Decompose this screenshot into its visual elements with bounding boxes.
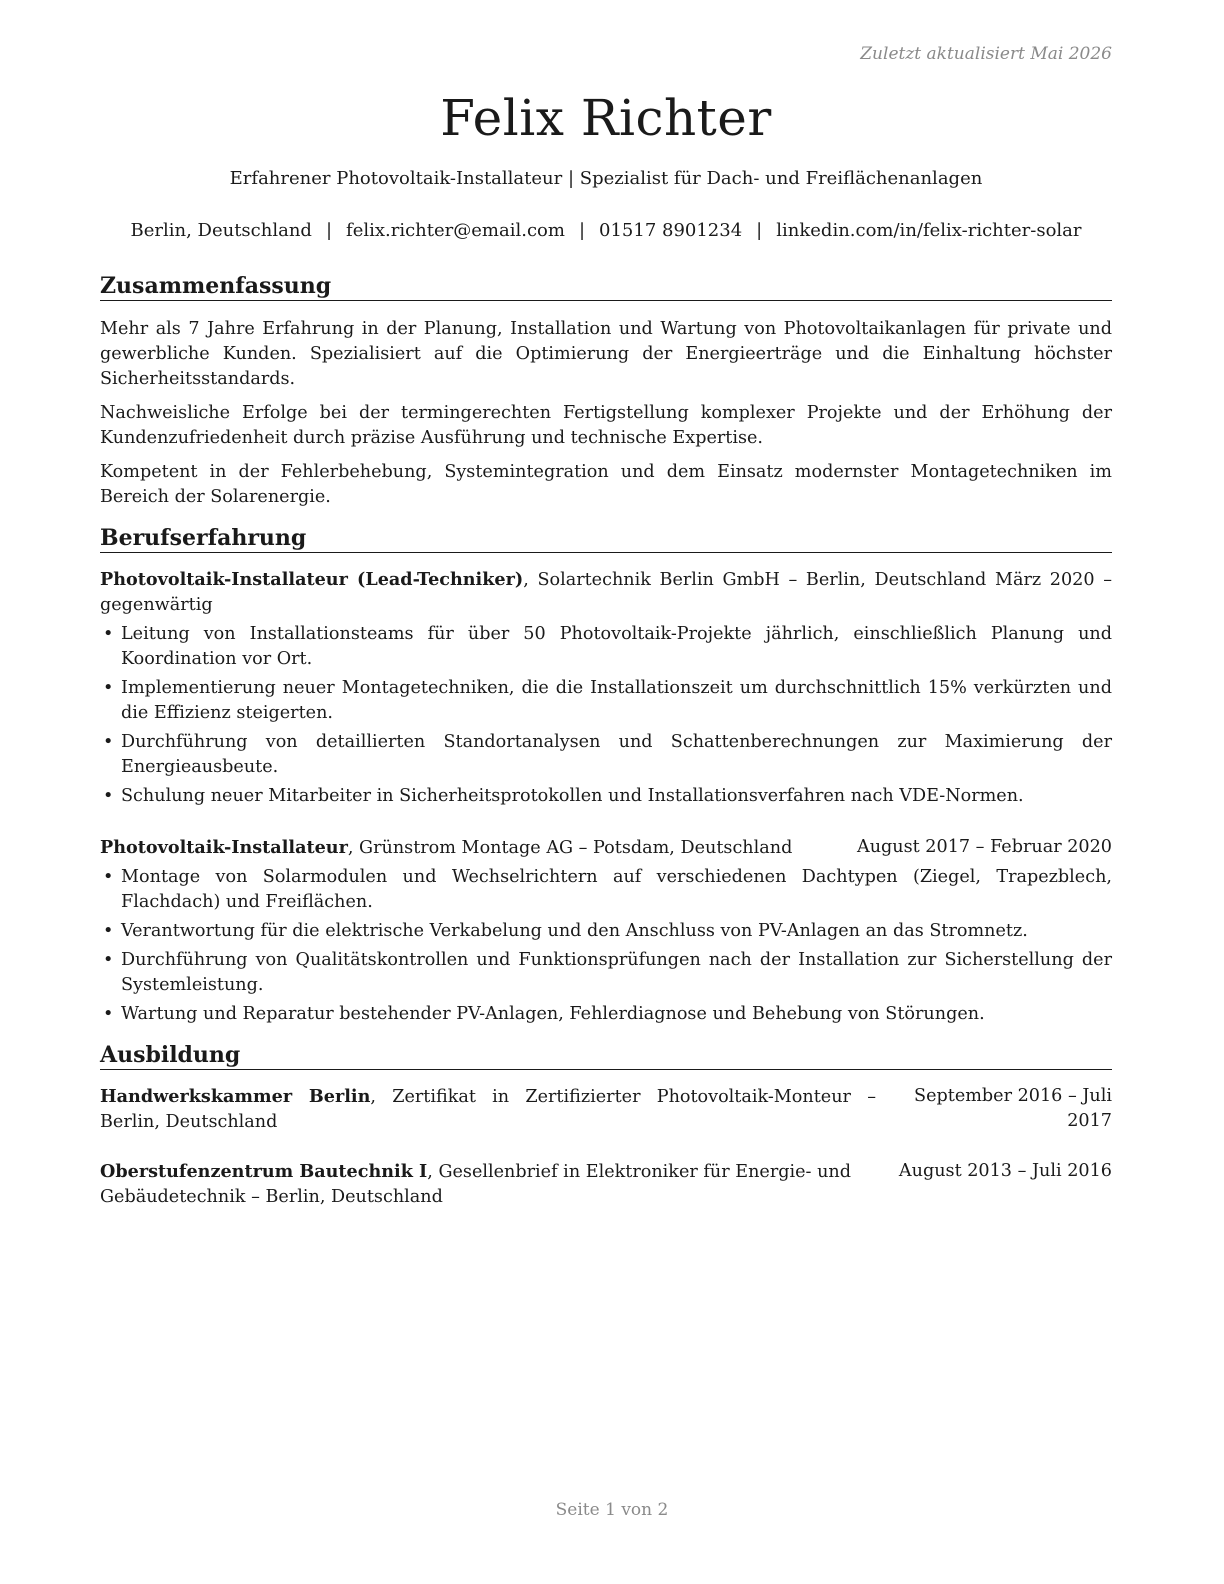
list-item: • Schulung neuer Mitarbeiter in Sicherheitsprotokollen und Installationsverfahren nach VDE-Normen. xyxy=(100,784,1112,809)
list-item: • Wartung und Reparatur bestehender PV-Anlagen, Fehlerdiagnose und Behebung von Störungen. xyxy=(100,1002,1112,1027)
job-bullets xyxy=(100,622,1112,809)
list-item: • Verantwortung für die elektrische Verkabelung und den Anschluss von PV-Anlagen an das Stromnetz. xyxy=(100,919,1112,944)
education-dates: August 2013 – Juli 2016 xyxy=(898,1161,1112,1181)
job-company: , Grünstrom Montage AG – Potsdam, Deutschland xyxy=(347,838,793,858)
education-entry xyxy=(100,1159,1112,1210)
list-item: • Durchführung von Qualitätskontrollen und Funktionsprüfungen nach der Installation zur Sicherstellung der Systemleistung. xyxy=(100,948,1112,998)
education-header xyxy=(100,1159,878,1210)
summary-section xyxy=(100,272,1112,510)
summary-paragraph: Nachweisliche Erfolge bei der termingerechten Fertigstellung komplexer Projekte und der Erhöhung der Kundenzufriedenheit durch präzise Ausführung und technische Expertise. xyxy=(100,403,1112,448)
contact-separator: | xyxy=(325,220,333,241)
job-bullets xyxy=(100,865,1112,1027)
job-dates: August 2017 – Februar 2020 xyxy=(856,837,1112,857)
experience-section xyxy=(100,524,1112,1027)
candidate-name: Felix Richter xyxy=(440,89,772,147)
contact-email[interactable]: felix.richter@email.com xyxy=(346,220,565,241)
job-company: , Solartechnik Berlin GmbH – Berlin, Deutschland xyxy=(523,570,987,590)
summary-heading: Zusammenfassung xyxy=(100,272,1112,301)
list-item: • Implementierung neuer Montagetechniken, die die Installationszeit um durchschnittlich 15% verkürzten und die Effizienz steigerten. xyxy=(100,676,1112,726)
education-institution: Handwerkskammer Berlin xyxy=(100,1086,371,1107)
summary-paragraph: Kompetent in der Fehlerbehebung, Systemintegration und dem Einsatz modernster Montagetechniken im Bereich der Solarenergie. xyxy=(100,462,1112,507)
job-entry xyxy=(100,835,1112,861)
page-number: Seite 1 von 2 xyxy=(555,1500,669,1520)
experience-heading: Berufserfahrung xyxy=(100,524,1112,553)
contact-location: Berlin, Deutschland xyxy=(130,220,312,241)
list-item: • Durchführung von detaillierten Standortanalysen und Schattenberechnungen zur Maximierung der Energieausbeute. xyxy=(100,730,1112,780)
education-heading: Ausbildung xyxy=(100,1041,1112,1070)
summary-paragraph: Mehr als 7 Jahre Erfahrung in der Planung, Installation und Wartung von Photovoltaikanlagen für private und gewerbliche Kunden. Spezialisiert auf die Optimierung der Energieerträge und die Einhaltung höchster Sicherheitsstandards. xyxy=(100,319,1112,389)
last-updated-note: Zuletzt aktualisiert Mai 2026 xyxy=(860,44,1112,64)
contact-separator: | xyxy=(578,220,586,241)
education-section xyxy=(100,1041,1112,1210)
job-dates: März 2020 – gegenwärtig xyxy=(100,570,1112,615)
contact-separator: | xyxy=(756,220,763,241)
contact-linkedin[interactable]: linkedin.com/in/felix-richter-solar xyxy=(776,220,1082,241)
education-entry xyxy=(100,1084,1112,1135)
job-header xyxy=(100,567,1112,618)
education-dates: September 2016 – Juli 2017 xyxy=(914,1086,1112,1131)
list-item: • Leitung von Installationsteams für über 50 Photovoltaik-Projekte jährlich, einschließlich Planung und Koordination vor Ort. xyxy=(100,622,1112,672)
education-detail: , Gesellenbrief in Elektroniker für Energie- und Gebäudetechnik – Berlin, Deutschland xyxy=(100,1162,851,1207)
list-item: • Montage von Solarmodulen und Wechselrichtern auf verschiedenen Dachtypen (Ziegel, Trapezblech, Flachdach) und Freiflächen. xyxy=(100,865,1112,915)
job-title: Photovoltaik-Installateur (Lead-Techniker) xyxy=(100,569,524,590)
education-header xyxy=(100,1084,876,1135)
job-header xyxy=(100,835,840,861)
headline: Erfahrener Photovoltaik-Installateur | Spezialist für Dach- und Freiflächenanlagen xyxy=(229,168,983,189)
contact-phone[interactable]: 01517 8901234 xyxy=(599,220,743,241)
education-detail: , Zertifikat in Zertifizierter Photovoltaik-Monteur – Berlin, Deutschland xyxy=(100,1087,876,1132)
education-institution: Oberstufenzentrum Bautechnik I xyxy=(100,1161,428,1182)
contact-line xyxy=(100,218,1112,244)
job-title: Photovoltaik-Installateur xyxy=(100,837,348,858)
job-entry xyxy=(100,567,1112,618)
